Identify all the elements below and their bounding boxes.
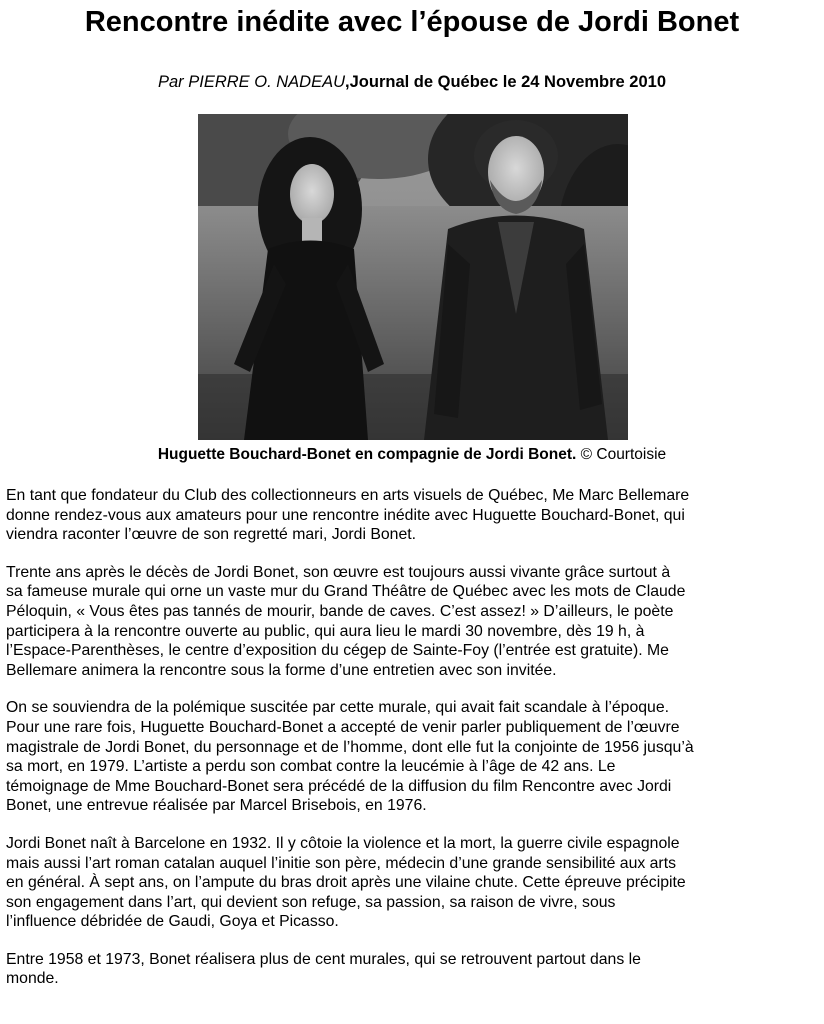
article-body [6,486,818,1007]
article-paragraph-4: Jordi Bonet naît à Barcelone en 1932. Il y côtoie la violence et la mort, la guerre civile espagnole mais aussi l’art roman catalan auquel l’initie son père, médecin d’une grande sensibilité aux arts en général. À sept ans, on l’ampute du bras droit après une vilaine chute. Cette épreuve précipite son engagement dans l’art, qui devient son refuge, sa passion, sa raison de vivre, sous l’influence débridée de Gaudi, Goya et Picasso. [6,834,686,931]
byline-author: Par PIERRE O. NADEAU [157,73,346,91]
article-photo [198,114,628,440]
article-byline [0,72,824,92]
byline-source: ,Journal de Québec le 24 Novembre 2010 [345,73,667,91]
article-title: Rencontre inédite avec l’épouse de Jordi Bonet [84,6,740,38]
article-paragraph-1: En tant que fondateur du Club des collectionneurs en arts visuels de Québec, Me Marc Bellemare donne rendez-vous aux amateurs pour une rencontre inédite avec Huguette Bouchard-Bonet, qui viendra raconter l’œuvre de son regretté mari, Jordi Bonet. [6,487,690,544]
article-paragraph-2: Trente ans après le décès de Jordi Bonet, son œuvre est toujours aussi vivante grâce surtout à sa fameuse murale qui orne un vaste mur du Grand Théâtre de Québec avec les mots de Claude Péloquin, « Vous êtes pas tannés de mourir, bande de caves. C’est assez! » D’ailleurs, le poète participera à la rencontre ouverte au public, qui aura lieu le mardi 30 novembre, dès 19 h, à l’Espace-Parenthèses, le centre d’exposition du cégep de Sainte-Foy (l’entrée est gratuite). Me Bellemare animera la rencontre sous la forme d’une entretien avec son invitée. [6,563,686,679]
article-paragraph-5: Entre 1958 et 1973, Bonet réalisera plus de cent murales, qui se retrouvent partout dans le monde. [6,950,641,988]
caption-main-text: Huguette Bouchard-Bonet en compagnie de Jordi Bonet. [157,446,577,463]
photo-caption [0,445,824,465]
article-paragraph-3: On se souviendra de la polémique suscitée par cette murale, qui avait fait scandale à l’époque. Pour une rare fois, Huguette Bouchard-Bonet a accepté de venir parler publiquement de l’œuvre magistrale de Jordi Bonet, du personnage et de l’homme, dont elle fut la conjointe de 1956 jusqu’à sa mort, en 1979. L’artiste a perdu son combat contre la leucémie à l’âge de 42 ans. Le témoignage de Mme Bouchard-Bonet sera précédé de la diffusion du film Rencontre avec Jordi Bonet, une entrevue réalisée par Marcel Brisebois, en 1976. [6,699,694,815]
caption-credit: © Courtoisie [576,446,667,463]
